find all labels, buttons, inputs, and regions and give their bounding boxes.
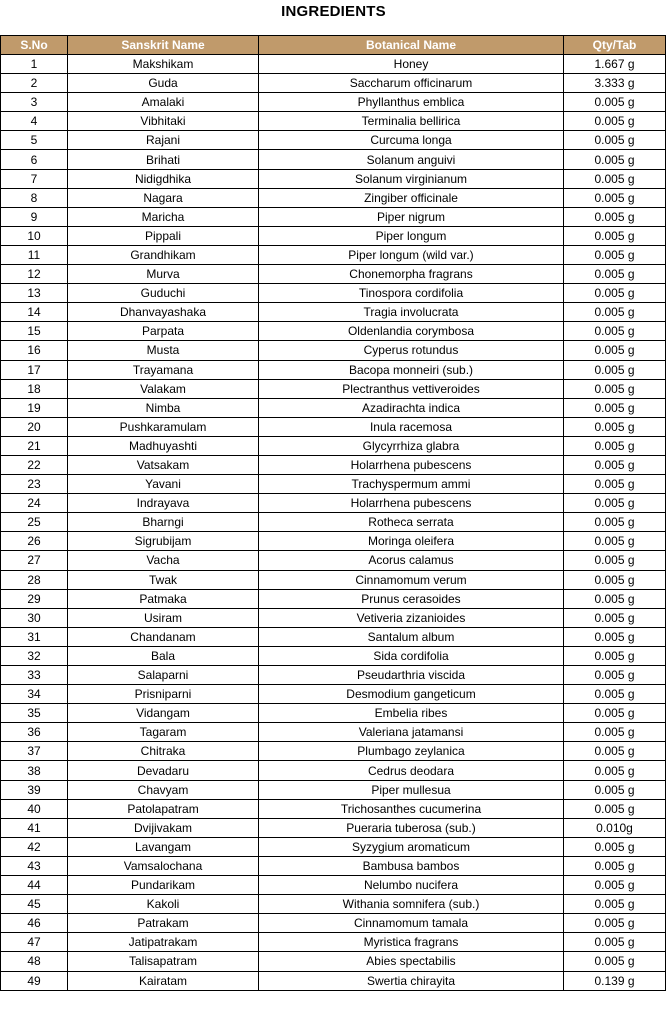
cell-sanskrit-name: Patrakam <box>68 914 259 933</box>
cell-sno: 21 <box>1 436 68 455</box>
cell-sanskrit-name: Tagaram <box>68 723 259 742</box>
cell-botanical-name: Moringa oleifera <box>259 532 564 551</box>
table-row <box>1 112 666 131</box>
table-row <box>1 226 666 245</box>
table-row <box>1 532 666 551</box>
cell-sno: 40 <box>1 799 68 818</box>
cell-qty-tab: 0.010g <box>564 818 666 837</box>
cell-sanskrit-name: Valakam <box>68 379 259 398</box>
cell-botanical-name: Glycyrrhiza glabra <box>259 436 564 455</box>
cell-sanskrit-name: Kairatam <box>68 971 259 990</box>
cell-botanical-name: Honey <box>259 55 564 74</box>
cell-sno: 41 <box>1 818 68 837</box>
column-header-qty-tab: Qty/Tab <box>564 36 666 55</box>
cell-qty-tab: 0.005 g <box>564 742 666 761</box>
cell-botanical-name: Vetiveria zizanioides <box>259 608 564 627</box>
cell-sno: 28 <box>1 570 68 589</box>
cell-sno: 19 <box>1 398 68 417</box>
cell-qty-tab: 0.005 g <box>564 685 666 704</box>
cell-botanical-name: Rotheca serrata <box>259 513 564 532</box>
table-row <box>1 933 666 952</box>
cell-qty-tab: 0.005 g <box>564 112 666 131</box>
cell-botanical-name: Terminalia bellirica <box>259 112 564 131</box>
table-row <box>1 666 666 685</box>
cell-sno: 12 <box>1 265 68 284</box>
cell-sanskrit-name: Patmaka <box>68 589 259 608</box>
table-row <box>1 131 666 150</box>
cell-botanical-name: Saccharum officinarum <box>259 74 564 93</box>
cell-sanskrit-name: Pippali <box>68 226 259 245</box>
cell-sanskrit-name: Salaparni <box>68 666 259 685</box>
cell-botanical-name: Cinnamomum verum <box>259 570 564 589</box>
table-row <box>1 685 666 704</box>
table-row <box>1 551 666 570</box>
cell-sno: 25 <box>1 513 68 532</box>
table-row <box>1 169 666 188</box>
cell-qty-tab: 0.005 g <box>564 131 666 150</box>
cell-sno: 39 <box>1 780 68 799</box>
cell-botanical-name: Plumbago zeylanica <box>259 742 564 761</box>
cell-sno: 23 <box>1 475 68 494</box>
cell-qty-tab: 0.005 g <box>564 856 666 875</box>
table-row <box>1 245 666 264</box>
cell-qty-tab: 0.005 g <box>564 876 666 895</box>
cell-sanskrit-name: Bala <box>68 646 259 665</box>
cell-sno: 18 <box>1 379 68 398</box>
cell-sno: 33 <box>1 666 68 685</box>
cell-qty-tab: 0.005 g <box>564 417 666 436</box>
cell-sanskrit-name: Twak <box>68 570 259 589</box>
cell-sno: 35 <box>1 704 68 723</box>
cell-sno: 1 <box>1 55 68 74</box>
cell-qty-tab: 1.667 g <box>564 55 666 74</box>
cell-botanical-name: Holarrhena pubescens <box>259 455 564 474</box>
cell-sanskrit-name: Musta <box>68 341 259 360</box>
cell-qty-tab: 0.005 g <box>564 933 666 952</box>
table-row <box>1 341 666 360</box>
cell-qty-tab: 0.005 g <box>564 780 666 799</box>
cell-sanskrit-name: Vacha <box>68 551 259 570</box>
table-row <box>1 513 666 532</box>
cell-botanical-name: Tragia involucrata <box>259 303 564 322</box>
cell-qty-tab: 0.005 g <box>564 360 666 379</box>
cell-sno: 7 <box>1 169 68 188</box>
cell-botanical-name: Trachyspermum ammi <box>259 475 564 494</box>
table-row <box>1 856 666 875</box>
cell-sno: 42 <box>1 837 68 856</box>
cell-sanskrit-name: Nagara <box>68 188 259 207</box>
cell-botanical-name: Cinnamomum tamala <box>259 914 564 933</box>
cell-sanskrit-name: Kakoli <box>68 895 259 914</box>
cell-sno: 2 <box>1 74 68 93</box>
cell-sanskrit-name: Chandanam <box>68 627 259 646</box>
table-row <box>1 360 666 379</box>
cell-botanical-name: Acorus calamus <box>259 551 564 570</box>
cell-sno: 3 <box>1 93 68 112</box>
cell-sno: 30 <box>1 608 68 627</box>
cell-qty-tab: 0.005 g <box>564 837 666 856</box>
cell-sanskrit-name: Grandhikam <box>68 245 259 264</box>
cell-botanical-name: Syzygium aromaticum <box>259 837 564 856</box>
cell-sno: 37 <box>1 742 68 761</box>
cell-sanskrit-name: Yavani <box>68 475 259 494</box>
cell-botanical-name: Piper nigrum <box>259 207 564 226</box>
column-header-sanskrit-name: Sanskrit Name <box>68 36 259 55</box>
cell-sno: 31 <box>1 627 68 646</box>
cell-qty-tab: 0.005 g <box>564 666 666 685</box>
cell-sno: 6 <box>1 150 68 169</box>
cell-sanskrit-name: Trayamana <box>68 360 259 379</box>
cell-sanskrit-name: Jatipatrakam <box>68 933 259 952</box>
cell-qty-tab: 0.005 g <box>564 284 666 303</box>
cell-sanskrit-name: Makshikam <box>68 55 259 74</box>
cell-botanical-name: Inula racemosa <box>259 417 564 436</box>
cell-qty-tab: 0.005 g <box>564 475 666 494</box>
cell-sanskrit-name: Murva <box>68 265 259 284</box>
cell-botanical-name: Embelia ribes <box>259 704 564 723</box>
cell-sno: 14 <box>1 303 68 322</box>
cell-sanskrit-name: Nimba <box>68 398 259 417</box>
cell-sno: 22 <box>1 455 68 474</box>
cell-botanical-name: Holarrhena pubescens <box>259 494 564 513</box>
cell-sno: 45 <box>1 895 68 914</box>
table-row <box>1 455 666 474</box>
cell-sanskrit-name: Pundarikam <box>68 876 259 895</box>
cell-sanskrit-name: Rajani <box>68 131 259 150</box>
table-row <box>1 895 666 914</box>
column-header-sno: S.No <box>1 36 68 55</box>
cell-qty-tab: 0.005 g <box>564 513 666 532</box>
table-row <box>1 55 666 74</box>
cell-sno: 16 <box>1 341 68 360</box>
cell-qty-tab: 0.005 g <box>564 895 666 914</box>
cell-qty-tab: 0.005 g <box>564 398 666 417</box>
cell-botanical-name: Santalum album <box>259 627 564 646</box>
cell-sanskrit-name: Maricha <box>68 207 259 226</box>
cell-sanskrit-name: Indrayava <box>68 494 259 513</box>
table-row <box>1 818 666 837</box>
cell-qty-tab: 0.005 g <box>564 265 666 284</box>
cell-sno: 9 <box>1 207 68 226</box>
cell-sanskrit-name: Guda <box>68 74 259 93</box>
cell-sanskrit-name: Sigrubijam <box>68 532 259 551</box>
cell-botanical-name: Curcuma longa <box>259 131 564 150</box>
cell-sno: 11 <box>1 245 68 264</box>
cell-qty-tab: 0.005 g <box>564 723 666 742</box>
cell-botanical-name: Sida cordifolia <box>259 646 564 665</box>
cell-sno: 36 <box>1 723 68 742</box>
table-row <box>1 780 666 799</box>
table-row <box>1 93 666 112</box>
cell-qty-tab: 0.005 g <box>564 150 666 169</box>
table-row <box>1 379 666 398</box>
cell-sno: 34 <box>1 685 68 704</box>
cell-qty-tab: 0.005 g <box>564 914 666 933</box>
cell-sno: 47 <box>1 933 68 952</box>
table-row <box>1 417 666 436</box>
cell-botanical-name: Pueraria tuberosa (sub.) <box>259 818 564 837</box>
table-row <box>1 723 666 742</box>
table-row <box>1 627 666 646</box>
cell-qty-tab: 0.005 g <box>564 761 666 780</box>
table-row <box>1 188 666 207</box>
cell-sno: 24 <box>1 494 68 513</box>
cell-qty-tab: 0.005 g <box>564 952 666 971</box>
cell-qty-tab: 0.005 g <box>564 207 666 226</box>
cell-sanskrit-name: Vidangam <box>68 704 259 723</box>
cell-qty-tab: 0.005 g <box>564 169 666 188</box>
table-row <box>1 436 666 455</box>
cell-sanskrit-name: Brihati <box>68 150 259 169</box>
cell-sanskrit-name: Vamsalochana <box>68 856 259 875</box>
cell-sanskrit-name: Lavangam <box>68 837 259 856</box>
cell-sno: 48 <box>1 952 68 971</box>
cell-qty-tab: 0.005 g <box>564 799 666 818</box>
cell-qty-tab: 0.005 g <box>564 704 666 723</box>
ingredients-table <box>0 35 666 991</box>
cell-sanskrit-name: Nidigdhika <box>68 169 259 188</box>
cell-sanskrit-name: Dvijivakam <box>68 818 259 837</box>
cell-sanskrit-name: Pushkaramulam <box>68 417 259 436</box>
cell-botanical-name: Piper longum (wild var.) <box>259 245 564 264</box>
cell-botanical-name: Piper longum <box>259 226 564 245</box>
table-row <box>1 837 666 856</box>
cell-botanical-name: Bambusa bambos <box>259 856 564 875</box>
table-row <box>1 322 666 341</box>
cell-qty-tab: 0.005 g <box>564 436 666 455</box>
cell-botanical-name: Zingiber officinale <box>259 188 564 207</box>
table-row <box>1 207 666 226</box>
cell-qty-tab: 0.139 g <box>564 971 666 990</box>
cell-sanskrit-name: Dhanvayashaka <box>68 303 259 322</box>
table-row <box>1 150 666 169</box>
cell-sno: 27 <box>1 551 68 570</box>
cell-qty-tab: 0.005 g <box>564 226 666 245</box>
table-row <box>1 608 666 627</box>
cell-qty-tab: 0.005 g <box>564 646 666 665</box>
cell-sno: 13 <box>1 284 68 303</box>
table-row <box>1 761 666 780</box>
cell-sno: 5 <box>1 131 68 150</box>
table-row <box>1 284 666 303</box>
cell-qty-tab: 3.333 g <box>564 74 666 93</box>
cell-sanskrit-name: Amalaki <box>68 93 259 112</box>
table-row <box>1 265 666 284</box>
cell-sanskrit-name: Chavyam <box>68 780 259 799</box>
cell-botanical-name: Cyperus rotundus <box>259 341 564 360</box>
cell-qty-tab: 0.005 g <box>564 627 666 646</box>
cell-qty-tab: 0.005 g <box>564 532 666 551</box>
cell-botanical-name: Oldenlandia corymbosa <box>259 322 564 341</box>
table-header-row <box>1 36 666 55</box>
cell-sno: 26 <box>1 532 68 551</box>
table-row <box>1 475 666 494</box>
cell-sanskrit-name: Bharngi <box>68 513 259 532</box>
cell-sno: 17 <box>1 360 68 379</box>
table-row <box>1 398 666 417</box>
cell-botanical-name: Chonemorpha fragrans <box>259 265 564 284</box>
table-row <box>1 799 666 818</box>
cell-botanical-name: Myristica fragrans <box>259 933 564 952</box>
cell-botanical-name: Pseudarthria viscida <box>259 666 564 685</box>
cell-botanical-name: Bacopa monneiri (sub.) <box>259 360 564 379</box>
table-row <box>1 914 666 933</box>
table-row <box>1 704 666 723</box>
cell-qty-tab: 0.005 g <box>564 341 666 360</box>
cell-botanical-name: Solanum anguivi <box>259 150 564 169</box>
cell-botanical-name: Abies spectabilis <box>259 952 564 971</box>
cell-botanical-name: Piper mullesua <box>259 780 564 799</box>
cell-sno: 20 <box>1 417 68 436</box>
cell-sanskrit-name: Prisniparni <box>68 685 259 704</box>
cell-qty-tab: 0.005 g <box>564 589 666 608</box>
cell-botanical-name: Plectranthus vettiveroides <box>259 379 564 398</box>
cell-qty-tab: 0.005 g <box>564 322 666 341</box>
cell-sno: 10 <box>1 226 68 245</box>
cell-qty-tab: 0.005 g <box>564 494 666 513</box>
cell-qty-tab: 0.005 g <box>564 303 666 322</box>
table-row <box>1 876 666 895</box>
cell-botanical-name: Solanum virginianum <box>259 169 564 188</box>
cell-botanical-name: Desmodium gangeticum <box>259 685 564 704</box>
cell-sanskrit-name: Talisapatram <box>68 952 259 971</box>
cell-qty-tab: 0.005 g <box>564 93 666 112</box>
cell-sanskrit-name: Vibhitaki <box>68 112 259 131</box>
cell-botanical-name: Tinospora cordifolia <box>259 284 564 303</box>
table-row <box>1 589 666 608</box>
table-row <box>1 952 666 971</box>
cell-botanical-name: Phyllanthus emblica <box>259 93 564 112</box>
table-row <box>1 971 666 990</box>
cell-qty-tab: 0.005 g <box>564 551 666 570</box>
cell-qty-tab: 0.005 g <box>564 570 666 589</box>
table-body <box>1 55 666 991</box>
table-row <box>1 74 666 93</box>
cell-sno: 43 <box>1 856 68 875</box>
cell-qty-tab: 0.005 g <box>564 608 666 627</box>
cell-qty-tab: 0.005 g <box>564 455 666 474</box>
cell-botanical-name: Prunus cerasoides <box>259 589 564 608</box>
table-row <box>1 646 666 665</box>
cell-sanskrit-name: Parpata <box>68 322 259 341</box>
cell-sanskrit-name: Madhuyashti <box>68 436 259 455</box>
cell-botanical-name: Cedrus deodara <box>259 761 564 780</box>
cell-sanskrit-name: Patolapatram <box>68 799 259 818</box>
table-row <box>1 570 666 589</box>
cell-sanskrit-name: Usiram <box>68 608 259 627</box>
cell-botanical-name: Trichosanthes cucumerina <box>259 799 564 818</box>
cell-sno: 38 <box>1 761 68 780</box>
cell-qty-tab: 0.005 g <box>564 188 666 207</box>
cell-sanskrit-name: Vatsakam <box>68 455 259 474</box>
column-header-botanical-name: Botanical Name <box>259 36 564 55</box>
cell-qty-tab: 0.005 g <box>564 245 666 264</box>
cell-sno: 44 <box>1 876 68 895</box>
cell-sanskrit-name: Chitraka <box>68 742 259 761</box>
cell-sno: 32 <box>1 646 68 665</box>
cell-botanical-name: Azadirachta indica <box>259 398 564 417</box>
table-row <box>1 303 666 322</box>
cell-sno: 49 <box>1 971 68 990</box>
page-title: INGREDIENTS <box>281 3 386 20</box>
cell-sno: 29 <box>1 589 68 608</box>
cell-qty-tab: 0.005 g <box>564 379 666 398</box>
cell-botanical-name: Nelumbo nucifera <box>259 876 564 895</box>
cell-sanskrit-name: Guduchi <box>68 284 259 303</box>
cell-sno: 15 <box>1 322 68 341</box>
cell-sanskrit-name: Devadaru <box>68 761 259 780</box>
cell-sno: 4 <box>1 112 68 131</box>
cell-sno: 46 <box>1 914 68 933</box>
cell-botanical-name: Valeriana jatamansi <box>259 723 564 742</box>
cell-sno: 8 <box>1 188 68 207</box>
table-row <box>1 494 666 513</box>
table-row <box>1 742 666 761</box>
cell-botanical-name: Withania somnifera (sub.) <box>259 895 564 914</box>
cell-botanical-name: Swertia chirayita <box>259 971 564 990</box>
